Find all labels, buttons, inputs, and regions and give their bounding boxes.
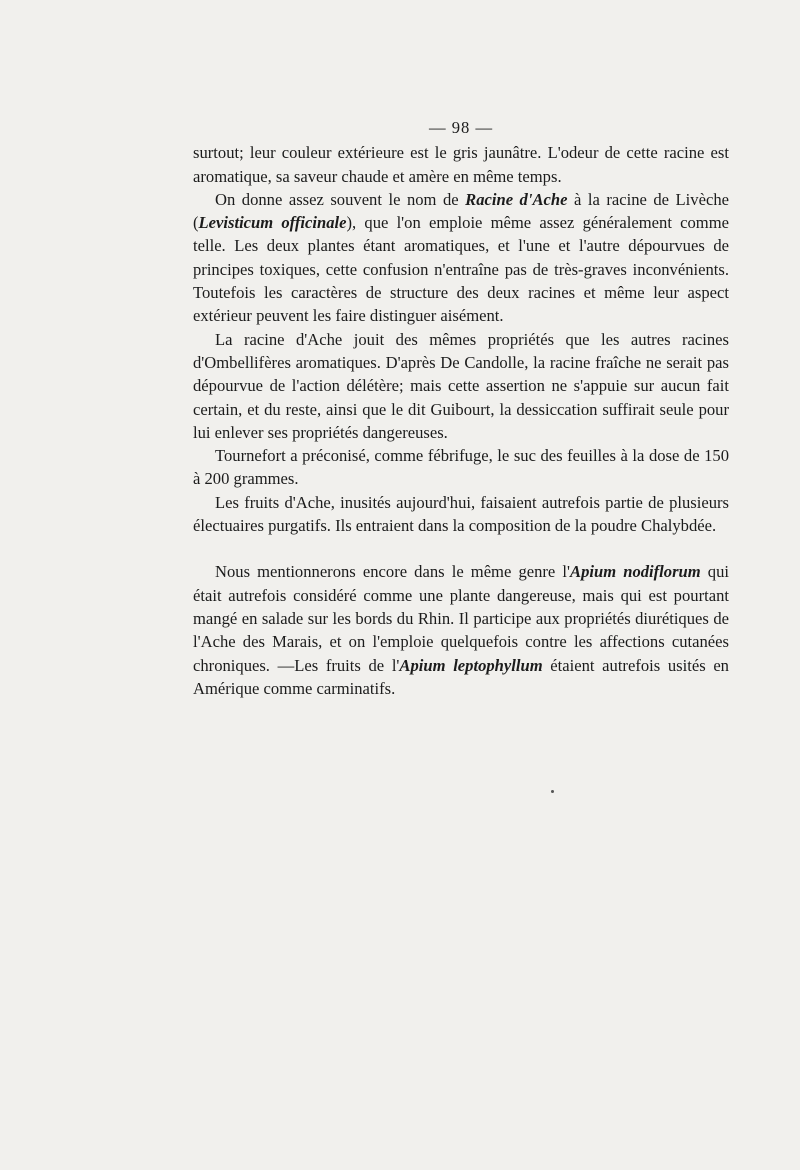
paragraphs-container xyxy=(193,141,729,700)
paragraph xyxy=(193,188,729,328)
page-text xyxy=(193,116,729,700)
paragraph-text: La racine d'Ache jouit des mêmes propriétés que les autres racines d'Ombellifères aromatiques. D'après De Candolle, la racine fraîche ne serait pas dépourvue de l'action délétère; mais cette assertion ne s'appuie sur aucun fait certain, et du reste, ainsi que le dit Guibourt, la dessiccation suffirait seule pour lui enlever ses propriétés dangereuses. xyxy=(193,329,729,442)
italic-term: Levisticum officinale xyxy=(198,213,347,233)
paragraph-text: étaient autrefois usités en Amérique comme carminatifs. xyxy=(193,655,729,698)
paragraph-text: On donne assez souvent le nom de xyxy=(215,189,466,209)
paragraph xyxy=(193,560,729,700)
paragraph xyxy=(193,328,729,444)
paragraph-text: à la racine de Livèche ( xyxy=(193,189,729,233)
paragraph xyxy=(193,491,729,538)
paragraph-text: Les fruits d'Ache, inusités aujourd'hui, faisaient autrefois partie de plusieurs électuaires purgatifs. Ils entraient dans la composition de la poudre Chalybdée. xyxy=(193,492,729,536)
paragraph-text: Nous mentionnerons encore dans le même genre l' xyxy=(215,562,570,582)
paragraph xyxy=(193,444,729,491)
italic-term: Apium nodiflorum xyxy=(570,562,701,582)
italic-term: Racine d'Ache xyxy=(465,189,568,209)
italic-term: Apium leptophyllum xyxy=(399,655,543,675)
paragraph-text: Tournefort a préconisé, comme fébrifuge, le suc des feuilles à la dose de 150 à 200 grammes. xyxy=(193,446,729,489)
paragraph-text: ), que l'on emploie même assez généralement comme telle. Les deux plantes étant aromatiques, et l'une et l'autre dépourvues de principes toxiques, cette confusion n'entraîne pas de très-graves inconvénients. Toutefois les caractères de structure des deux racines et même leur aspect extérieur peuvent les faire distinguer aisément. xyxy=(193,213,729,326)
ink-speck xyxy=(551,790,554,793)
paragraph-text: surtout; leur couleur extérieure est le gris jaunâtre. L'odeur de cette racine est aromatique, sa saveur chaude et amère en même temps. xyxy=(193,143,729,186)
paragraph-text: qui était autrefois considéré comme une plante dangereuse, mais qui est pourtant mangé en salade sur les bords du Rhin. Il participe aux propriétés diurétiques de l'Ache des Marais, et on l'emploie quelquefois contre les affections cutanées chroniques. —Les fruits de l' xyxy=(193,562,729,675)
page-number: — 98 — xyxy=(428,118,494,137)
paragraph xyxy=(193,141,729,188)
